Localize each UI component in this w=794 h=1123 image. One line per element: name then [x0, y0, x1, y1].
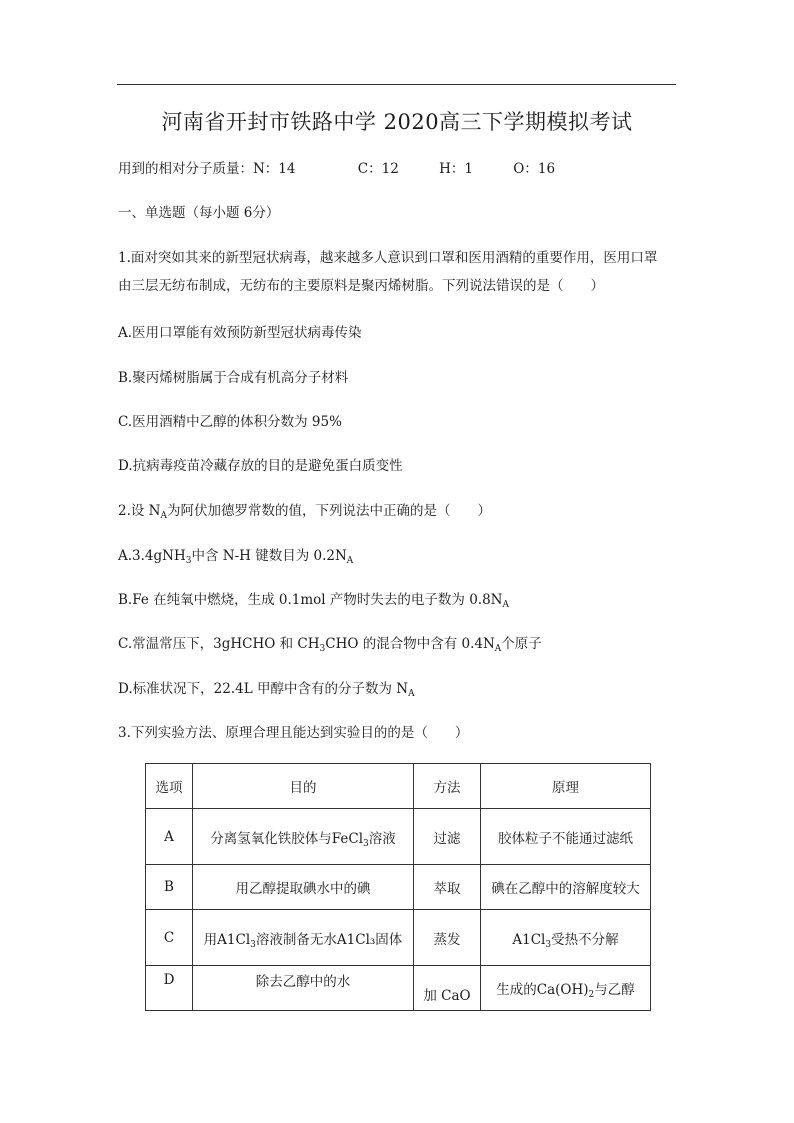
q2-option-d: D.标准状况下，22.4L 甲醇中含有的分子数为 $N_A$ [118, 681, 415, 699]
q2-option-a: A.3.4gNH$_3$中含 N-H 键数目为 $0.2N_A$ [118, 548, 354, 566]
q2-option-b: B.Fe 在纯氧中燃烧，生成 0.1mol 产物时失去的电子数为 $0.8N_A$ [118, 592, 509, 610]
table-row [146, 966, 651, 1011]
table-row [146, 910, 651, 966]
q1-option-d: D.抗病毒疫苗冷藏存放的目的是避免蛋白质变性 [118, 458, 403, 474]
row-principle: 胶体粒子不能通过滤纸 [481, 809, 651, 865]
row-method: 过滤 [414, 809, 481, 865]
row-principle: $A1Cl_3$受热不分解 [481, 910, 651, 966]
row-method: 蒸发 [414, 910, 481, 966]
row-principle: 生成的$Ca(OH)_2$与乙醇 [481, 966, 651, 1011]
table-row [146, 809, 651, 865]
table-row [146, 865, 651, 910]
molar-masses [118, 159, 555, 179]
q2-option-c: C.常温常压下，3gHCHO 和 $CH_3CHO$ 的混合物中含有 $0.4N_A$个原子 [118, 636, 542, 654]
molar-mass-n: 用到的相对分子质量：N：14 [118, 161, 296, 177]
q2-stem: 2.设 $N_A$为阿伏加德罗常数的值，下列说法中正确的是（ ） [118, 503, 491, 521]
section-heading: 一、单选题（每小题 6分） [118, 205, 280, 221]
q1-stem-line1: 1.面对突如其来的新型冠状病毒，越来越多人意识到口罩和医用酒精的重要作用，医用口罩 [118, 250, 658, 266]
row-option: D [146, 966, 193, 1011]
header-rule [117, 84, 676, 85]
q1-option-a: A.医用口罩能有效预防新型冠状病毒传染 [118, 325, 362, 341]
row-principle: 碘在乙醇中的溶解度较大 [481, 865, 651, 910]
row-goal: 除去乙醇中的水 [193, 966, 414, 1011]
header-method: 方法 [414, 764, 481, 809]
q1-option-b: B.聚丙烯树脂属于合成有机高分子材料 [118, 370, 349, 386]
header-principle: 原理 [481, 764, 651, 809]
q1-stem-line2: 由三层无纺布制成，无纺布的主要原料是聚丙烯树脂。下列说法错误的是（ ） [118, 278, 604, 294]
row-method: 加 CaO [414, 966, 481, 1011]
header-goal: 目的 [193, 764, 414, 809]
q1-option-c: C.医用酒精中乙醇的体积分数为 95% [118, 414, 342, 430]
table-header-row [146, 764, 651, 809]
q3-table [145, 763, 651, 1011]
q3-stem: 3.下列实验方法、原理合理且能达到实验目的的是（ ） [118, 725, 469, 741]
row-goal: 用乙醇提取碘水中的碘 [193, 865, 414, 910]
row-option: B [146, 865, 193, 910]
molar-mass-o: O：16 [513, 161, 556, 177]
row-goal: 分离氢氧化铁胶体与FeCl$_3$溶液 [193, 809, 414, 865]
page-title: 河南省开封市铁路中学 2020高三下学期模拟考试 [161, 110, 633, 134]
header-option: 选项 [146, 764, 193, 809]
row-option: A [146, 809, 193, 865]
row-goal: 用$A1Cl_3$溶液制备无水A1Cl₃固体 [193, 910, 414, 966]
row-method: 萃取 [414, 865, 481, 910]
molar-mass-h: H：1 [439, 161, 473, 177]
row-option: C [146, 910, 193, 966]
molar-mass-c: C：12 [357, 161, 399, 177]
